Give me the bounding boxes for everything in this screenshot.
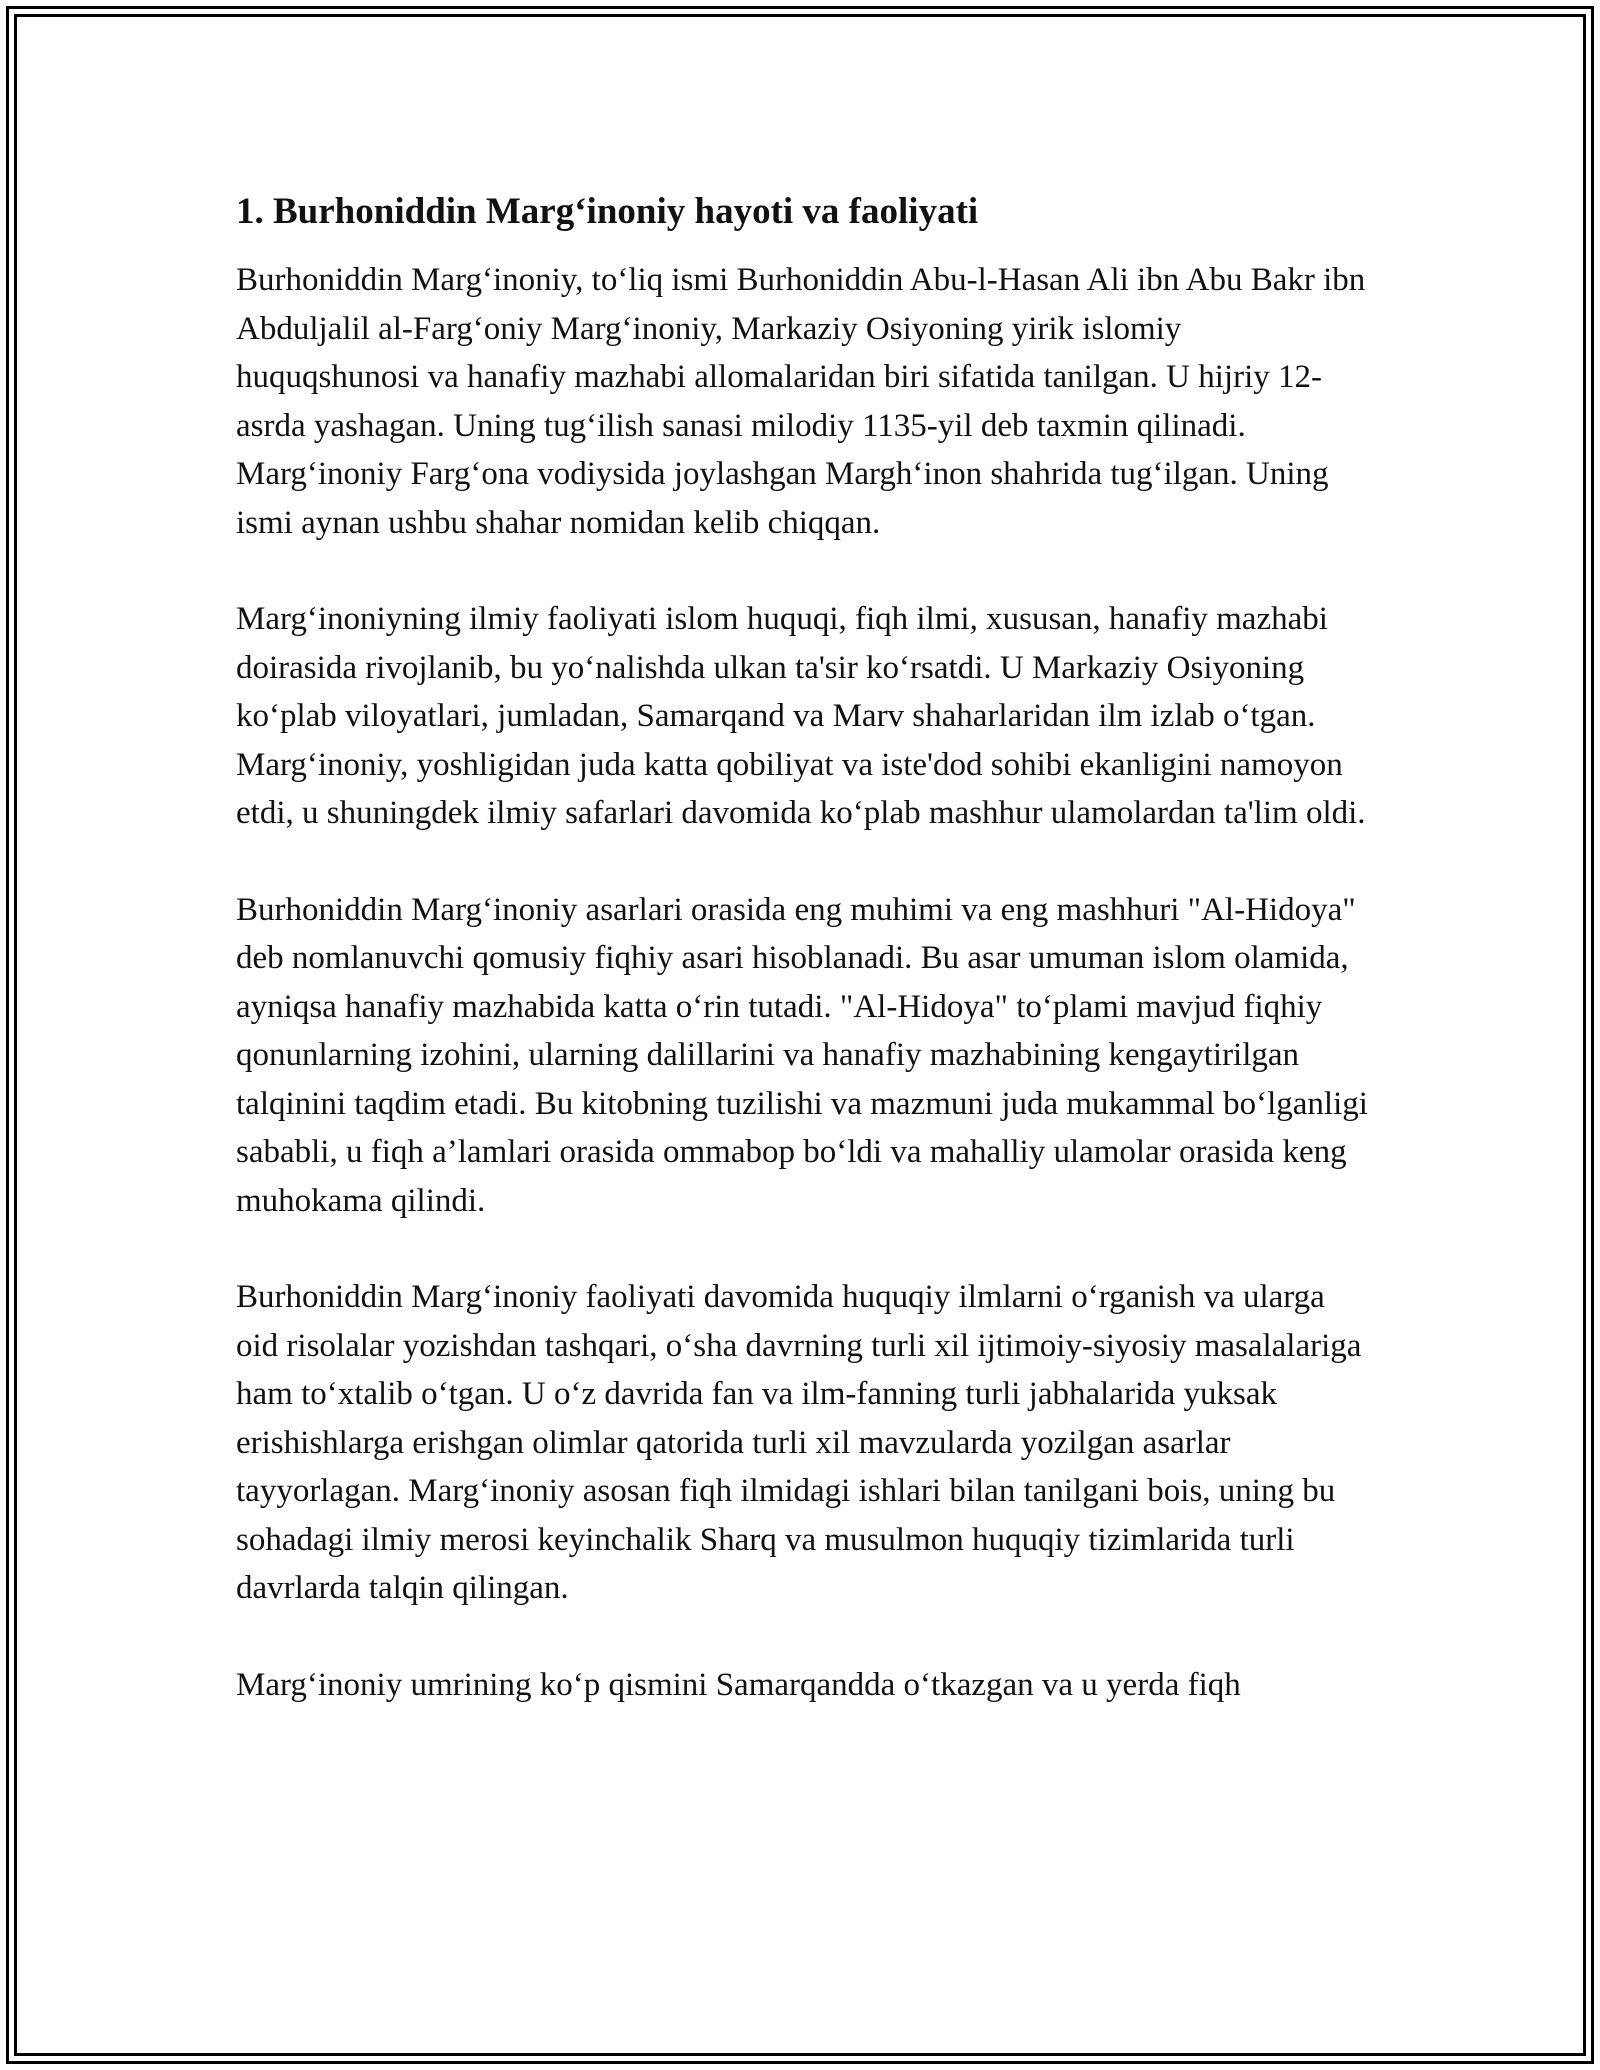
paragraph-4: Burhoniddin Marg‘inoniy faoliyati davomida huquqiy ilmlarni o‘rganish va ularga oid risolalar yozishdan tashqari, o‘sha davrning turli xil ijtimoiy-siyosiy masalalariga ham to‘xtalib o‘tgan. U o‘z davrida fan va ilm-fanning turli jabhalarida yuksak erishishlarga erishgan olimlar qatorida turli xil mavzularda yozilgan asarlar tayyorlagan. Marg‘inoniy asosan fiqh ilmidagi ishlari bilan tanilgani bois, uning bu sohadagi ilmiy merosi keyinchalik Sharq va musulmon huquqiy tizimlarida turli davrlarda talqin qilingan. [236,1279,1362,1606]
paragraph-5: Marg‘inoniy umrining ko‘p qismini Samarqandda o‘tkazgan va u yerda fiqh [236,1666,1241,1703]
paragraph-3: Burhoniddin Marg‘inoniy asarlari orasida eng muhimi va eng mashhuri "Al-Hidoya" deb nomlanuvchi qomusiy fiqhiy asari hisoblanadi. Bu asar umuman islom olamida, ayniqsa hanafiy mazhabida katta o‘rin tutadi. "Al-Hidoya" to‘plami mavjud fiqhiy qonunlarning izohini, ularning dalillarini va hanafiy mazhabining kengaytirilgan talqinini taqdim etadi. Bu kitobning tuzilishi va mazmuni juda mukammal bo‘lganligi sababli, u fiqh a’lamlari orasida ommabop bo‘ldi va mahalliy ulamolar orasida keng muhokama qilindi. [236,891,1368,1219]
paragraph-1: Burhoniddin Marg‘inoniy, to‘liq ismi Burhoniddin Abu-l-Hasan Ali ibn Abu Bakr ibn Abduljalil al-Farg‘oniy Marg‘inoniy, Markaziy Osiyoning yirik islomiy huquqshunosi va hanafiy mazhabi allomalaridan biri sifatida tanilgan. U hijriy 12-asrda yashagan. Uning tug‘ilish sanasi milodiy 1135-yil deb taxmin qilinadi. Marg‘inoniy Farg‘ona vodiysida joylashgan Margh‘inon shahrida tug‘ilgan. Uning ismi aynan ushbu shahar nomidan kelib chiqqan. [236,262,1366,541]
document-body [236,188,1371,1757]
section-title: 1. Burhoniddin Marg‘inoniy hayoti va faoliyati [236,191,979,232]
paragraph-2: Marg‘inoniyning ilmiy faoliyati islom huquqi, fiqh ilmi, xususan, hanafiy mazhabi doirasida rivojlanib, bu yo‘nalishda ulkan ta'sir ko‘rsatdi. U Markaziy Osiyoning ko‘plab viloyatlari, jumladan, Samarqand va Marv shaharlaridan ilm izlab o‘tgan. Marg‘inoniy, yoshligidan juda katta qobiliyat va iste'dod sohibi ekanligini namoyon etdi, u shuningdek ilmiy safarlari davomida ko‘plab mashhur ulamolardan ta'lim oldi. [236,601,1366,831]
